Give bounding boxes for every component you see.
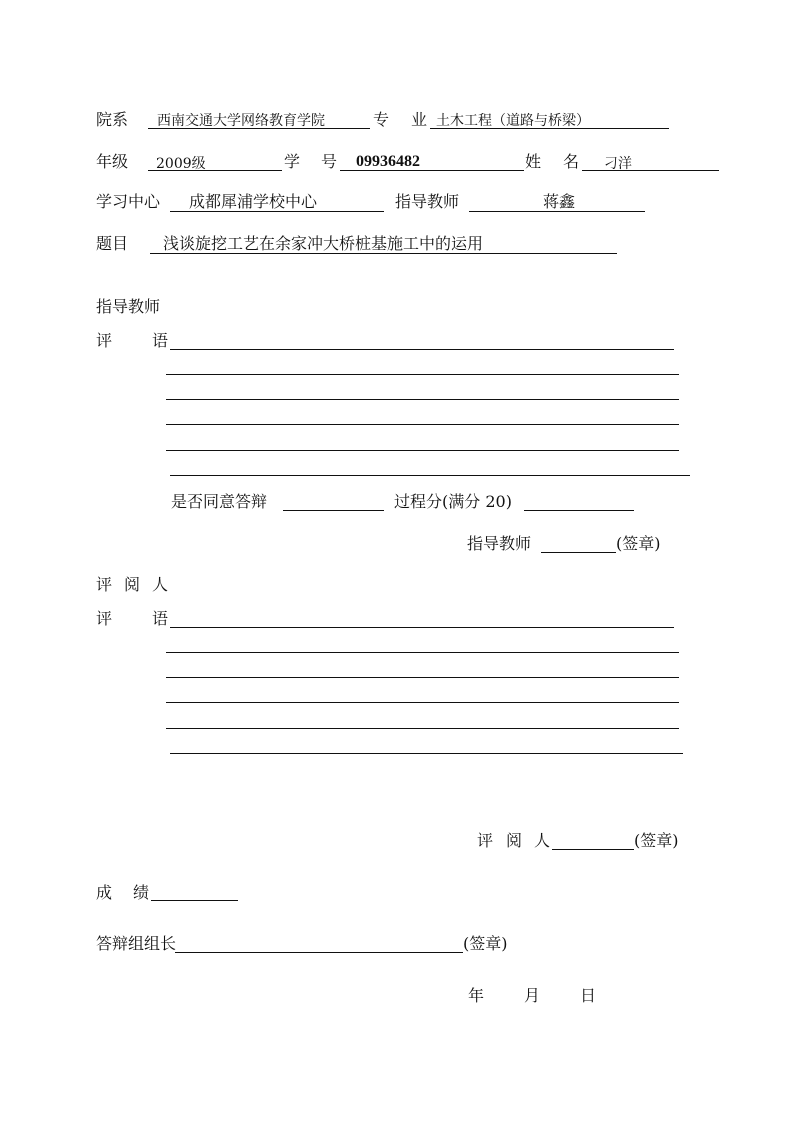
leader-underline — [175, 952, 463, 953]
topic-value: 浅谈旋挖工艺在余家冲大桥桩基施工中的运用 — [163, 234, 484, 253]
reviewer-comment-line — [166, 677, 679, 678]
grade-value: 2009级 — [156, 156, 206, 172]
student-id-label-2: 号 — [321, 152, 338, 171]
reviewer-comment-line — [170, 753, 683, 754]
reviewer-sign-underline — [552, 849, 634, 850]
major-value: 土木工程（道路与桥梁） — [436, 113, 590, 129]
advisor-comment-label-2: 语 — [152, 331, 169, 350]
dept-value: 西南交通大学网络教育学院 — [157, 113, 325, 129]
reviewer-comment-line — [166, 728, 679, 729]
date-day: 日 — [580, 986, 597, 1005]
student-id-underline — [340, 170, 524, 171]
reviewer-sign-suffix: (签章) — [634, 831, 679, 850]
advisor-sign-suffix: (签章) — [616, 534, 661, 553]
name-value: 刁洋 — [604, 156, 632, 172]
leader-suffix: (签章) — [463, 934, 508, 953]
topic-label: 题目 — [96, 234, 129, 253]
leader-label: 答辩组组长 — [96, 934, 177, 953]
advisor-sign-underline — [541, 552, 616, 553]
name-label-1: 姓 — [525, 152, 542, 171]
reviewer-sign-label-3: 人 — [534, 831, 551, 850]
score-underline — [151, 900, 238, 901]
advisor-value: 蒋鑫 — [543, 192, 576, 211]
advisor-sign-label: 指导教师 — [467, 534, 532, 553]
score-label-1: 成 — [96, 883, 113, 902]
score-label-2: 绩 — [133, 883, 150, 902]
topic-underline — [150, 253, 617, 254]
reviewer-sign-label-1: 评 — [477, 831, 494, 850]
advisor-comment-line — [170, 349, 674, 350]
advisor-comment-line — [166, 450, 679, 451]
grade-underline — [148, 170, 282, 171]
advisor-underline — [469, 211, 645, 212]
date-month: 月 — [524, 986, 541, 1005]
center-value: 成都犀浦学校中心 — [189, 192, 318, 211]
major-label-2: 业 — [411, 110, 428, 129]
reviewer-comment-line — [166, 652, 679, 653]
reviewer-comment-line — [166, 702, 679, 703]
major-label-1: 专 — [373, 110, 390, 129]
advisor-comment-label-1: 评 — [96, 331, 113, 350]
reviewer-title-1: 评 — [96, 575, 113, 594]
reviewer-title-3: 人 — [152, 575, 169, 594]
agree-underline — [283, 510, 384, 511]
reviewer-comment-label-1: 评 — [96, 609, 113, 628]
advisor-comment-line — [170, 475, 690, 476]
advisor-comment-line — [166, 424, 679, 425]
reviewer-title-2: 阅 — [124, 575, 141, 594]
advisor-section-title: 指导教师 — [96, 297, 161, 316]
advisor-label: 指导教师 — [395, 192, 460, 211]
name-label-2: 名 — [563, 152, 580, 171]
center-underline — [170, 211, 384, 212]
student-id-label-1: 学 — [284, 152, 301, 171]
name-underline — [582, 170, 719, 171]
dept-underline — [148, 128, 370, 129]
date-year: 年 — [468, 986, 485, 1005]
process-score-underline — [524, 510, 634, 511]
reviewer-comment-line — [170, 627, 674, 628]
process-score-label: 过程分(满分 20) — [394, 492, 512, 511]
reviewer-sign-label-2: 阅 — [506, 831, 523, 850]
student-id-value: 09936482 — [356, 153, 420, 170]
advisor-comment-line — [166, 399, 679, 400]
major-underline — [430, 128, 669, 129]
advisor-comment-line — [166, 374, 679, 375]
grade-label: 年级 — [96, 152, 129, 171]
agree-label: 是否同意答辩 — [171, 492, 268, 511]
reviewer-comment-label-2: 语 — [152, 609, 169, 628]
center-label: 学习中心 — [96, 192, 161, 211]
dept-label: 院系 — [96, 110, 129, 129]
